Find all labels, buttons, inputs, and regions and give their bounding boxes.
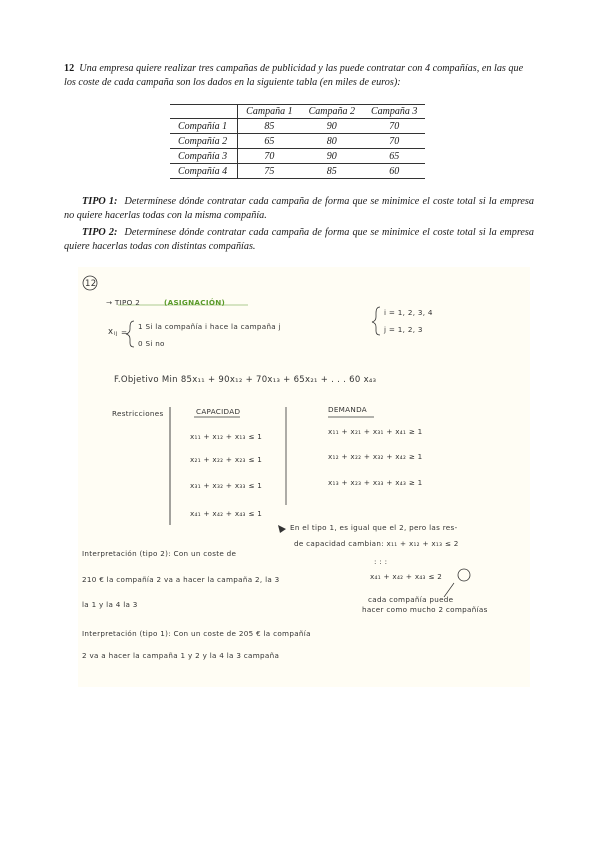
- cell: 90: [301, 149, 363, 164]
- var-sub: ij: [114, 331, 118, 337]
- cost-table: [170, 104, 425, 179]
- cell: 70: [238, 149, 301, 164]
- row-label: Compañía 4: [170, 164, 238, 179]
- last-capacity: x₄₁ + x₄₂ + x₄₃ ≤ 2: [370, 572, 443, 581]
- circled-number: 12: [85, 279, 97, 289]
- interpretation-tipo2-line2: 210 € la compañía 2 va a hacer la campaña 2, la 3: [82, 575, 280, 584]
- table-header: Campaña 3: [363, 105, 425, 119]
- table-header: Campaña 2: [301, 105, 363, 119]
- demanda-row: x₁₁ + x₂₁ + x₃₁ + x₄₁ ≥ 1: [328, 427, 423, 436]
- problem-statement: [64, 62, 534, 90]
- cell: 70: [363, 119, 425, 134]
- table-header: Campaña 1: [238, 105, 301, 119]
- table-header-row: [170, 105, 425, 119]
- interpretation-tipo1: Interpretación (tipo 1): Con un coste de 205 € la compañía: [82, 629, 311, 638]
- capacidad-row: x₂₁ + x₂₂ + x₂₃ ≤ 1: [190, 455, 263, 464]
- tipo1-text: Determínese dónde contratar cada campaña de forma que se minimice el coste total si la empresa no quiere hacerlas todas con la misma compañía.: [64, 196, 534, 221]
- capacidad-title: CAPACIDAD: [196, 407, 241, 416]
- each-company-note: cada compañía puede: [368, 595, 454, 604]
- cell: 60: [363, 164, 425, 179]
- case-zero: 0 Si no: [138, 339, 165, 348]
- cell: 70: [363, 134, 425, 149]
- index-j: j = 1, 2, 3: [384, 325, 423, 334]
- tipo2-heading: → TIPO 2: [106, 298, 141, 307]
- cell: 65: [238, 134, 301, 149]
- table-row: [170, 149, 425, 164]
- tipo1-label: TIPO 1:: [82, 196, 118, 207]
- table-corner: [170, 105, 238, 119]
- table-row: [170, 119, 425, 134]
- restricciones-label: Restricciones: [112, 409, 164, 418]
- case-one: 1 Si la compañía i hace la campaña j: [138, 322, 281, 331]
- demanda-row: x₁₂ + x₂₂ + x₃₂ + x₄₂ ≥ 1: [328, 452, 423, 461]
- index-i: i = 1, 2, 3, 4: [384, 308, 433, 317]
- var-eq: =: [121, 328, 128, 337]
- hand-arrow-icon: [278, 525, 286, 533]
- row-label: Compañía 2: [170, 134, 238, 149]
- tipo2-text: Determínese dónde contratar cada campaña de forma que se minimice el coste total si la empresa quiere hacerlas todas con distintas compañías.: [64, 227, 534, 252]
- tipo2-heading-green: (ASIGNACIÓN): [164, 298, 226, 307]
- cell: 85: [238, 119, 301, 134]
- interpretation-tipo2-line3: la 1 y la 4 la 3: [82, 600, 138, 609]
- cell: 65: [363, 149, 425, 164]
- handwritten-notes: [78, 267, 530, 687]
- cell: 80: [301, 134, 363, 149]
- circle-two: [458, 569, 470, 581]
- cell: 85: [301, 164, 363, 179]
- table-row: [170, 164, 425, 179]
- each-company-note-2: hacer como mucho 2 compañías: [362, 605, 488, 614]
- table-row: [170, 134, 425, 149]
- capacidad-row: x₃₁ + x₃₂ + x₃₃ ≤ 1: [190, 481, 263, 490]
- continuation-dots: : : :: [374, 557, 388, 566]
- capacidad-row: x₁₁ + x₁₂ + x₁₃ ≤ 1: [190, 432, 263, 441]
- row-label: Compañía 1: [170, 119, 238, 134]
- cell: 90: [301, 119, 363, 134]
- tipo1-note-constraint: de capacidad cambian: x₁₁ + x₁₂ + x₁₃ ≤ 2: [294, 539, 459, 548]
- problem-number: 12: [64, 63, 75, 74]
- row-label: Compañía 3: [170, 149, 238, 164]
- tipo1-paragraph: [64, 195, 534, 223]
- demanda-row: x₁₃ + x₂₃ + x₃₃ + x₄₃ ≥ 1: [328, 478, 423, 487]
- cell: 75: [238, 164, 301, 179]
- demanda-title: DEMANDA: [328, 405, 367, 414]
- problem-text: Una empresa quiere realizar tres campañas de publicidad y las puede contratar con 4 compañías, en las que los coste de cada campaña son los dados en la siguiente tabla (en miles de euros):: [64, 63, 524, 88]
- interpretation-tipo1-line2: 2 va a hacer la campaña 1 y 2 y la 4 la 3 campaña: [82, 651, 280, 660]
- brace-indices: [372, 307, 380, 335]
- interpretation-tipo2: Interpretación (tipo 2): Con un coste de: [82, 549, 237, 558]
- tipo2-label: TIPO 2:: [82, 227, 118, 238]
- tipo2-paragraph: [64, 226, 534, 254]
- objective-function: F.Objetivo Min 85x₁₁ + 90x₁₂ + 70x₁₃ + 65x₂₁ + . . . 60 x₄₃: [114, 375, 377, 385]
- tipo1-note: En el tipo 1, es igual que el 2, pero las res-: [290, 523, 458, 532]
- var-x: x: [108, 327, 114, 337]
- capacidad-row: x₄₁ + x₄₂ + x₄₃ ≤ 1: [190, 509, 263, 518]
